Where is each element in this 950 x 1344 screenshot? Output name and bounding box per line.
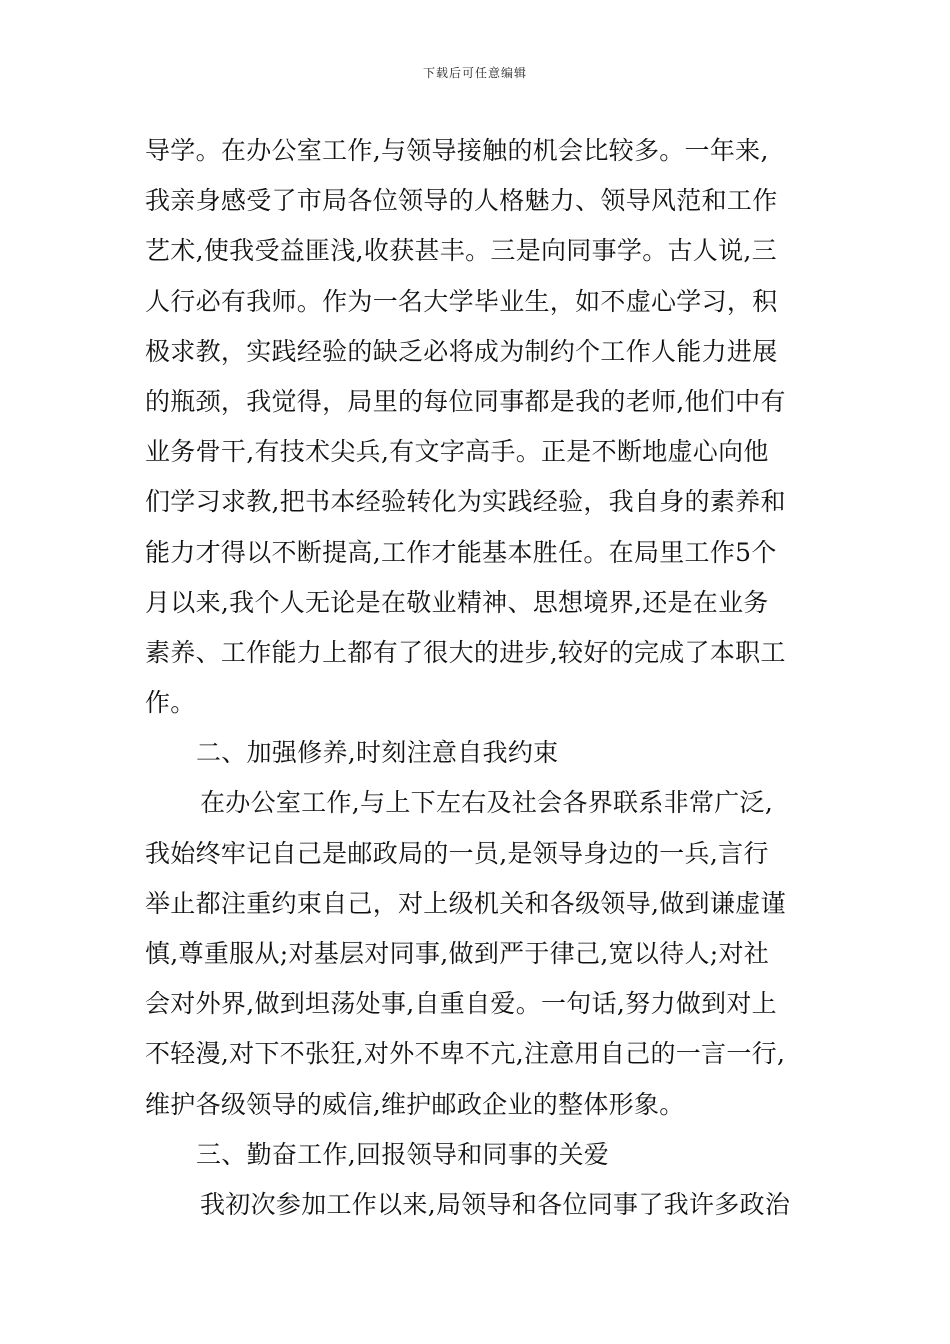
text-line: 会对外界,做到坦荡处事,自重自爱。一句话,努力做到对上: [145, 989, 777, 1019]
text-line: 我始终牢记自己是邮政局的一员,是领导身边的一兵,言行: [145, 838, 769, 868]
text-line: 能力才得以不断提高,工作才能基本胜任。在局里工作5个: [145, 537, 777, 567]
text-line: 们学习求教,把书本经验转化为实践经验，我自身的素养和: [145, 487, 786, 517]
text-line: 导学。在办公室工作,与领导接触的机会比较多。一年来,: [145, 136, 769, 165]
page-header: 下载后可任意编辑: [422, 66, 527, 80]
document-body: [145, 126, 825, 1230]
text-line: 业务骨干,有技术尖兵,有文字高手。正是不断地虚心向他: [145, 437, 769, 467]
text-line: 作。: [145, 688, 196, 718]
text-line: 举止都注重约束自己，对上级机关和各级领导,做到谦虚谨: [145, 888, 786, 918]
section-heading: 二、加强修养,时刻注意自我约束: [196, 738, 559, 768]
text-line: 极求教，实践经验的缺乏必将成为制约个工作人能力进展: [145, 336, 778, 366]
text-line: 月以来,我个人无论是在敬业精神、思想境界,还是在业务: [145, 587, 769, 617]
text-line: 不轻漫,对下不张狂,对外不卑不亢,注意用自己的一言一行,: [145, 1039, 786, 1069]
text-line: 的瓶颈，我觉得，局里的每位同事都是我的老师,他们中有: [145, 386, 786, 416]
paragraph-first-line: 我初次参加工作以来,局领导和各位同事了我许多政治: [200, 1189, 791, 1219]
text-line: 素养、工作能力上都有了很大的进步,较好的完成了本职工: [145, 637, 786, 667]
section-heading: 三、勤奋工作,回报领导和同事的关爱: [196, 1139, 610, 1169]
text-line: 艺术,使我受益匪浅,收获甚丰。三是向同事学。古人说,三: [145, 236, 777, 266]
text-line: 人行必有我师。作为一名大学毕业生，如不虚心学习，积: [145, 286, 778, 316]
paragraph-first-line: 在办公室工作,与上下左右及社会各界联系非常广泛,: [200, 788, 774, 818]
text-line: 我亲身感受了市局各位领导的人格魅力、领导风范和工作: [145, 186, 778, 216]
text-line: 慎,尊重服从;对基层对同事,做到严于律己,宽以待人;对社: [145, 939, 770, 968]
text-line: 维护各级领导的威信,维护邮政企业的整体形象。: [145, 1089, 685, 1119]
